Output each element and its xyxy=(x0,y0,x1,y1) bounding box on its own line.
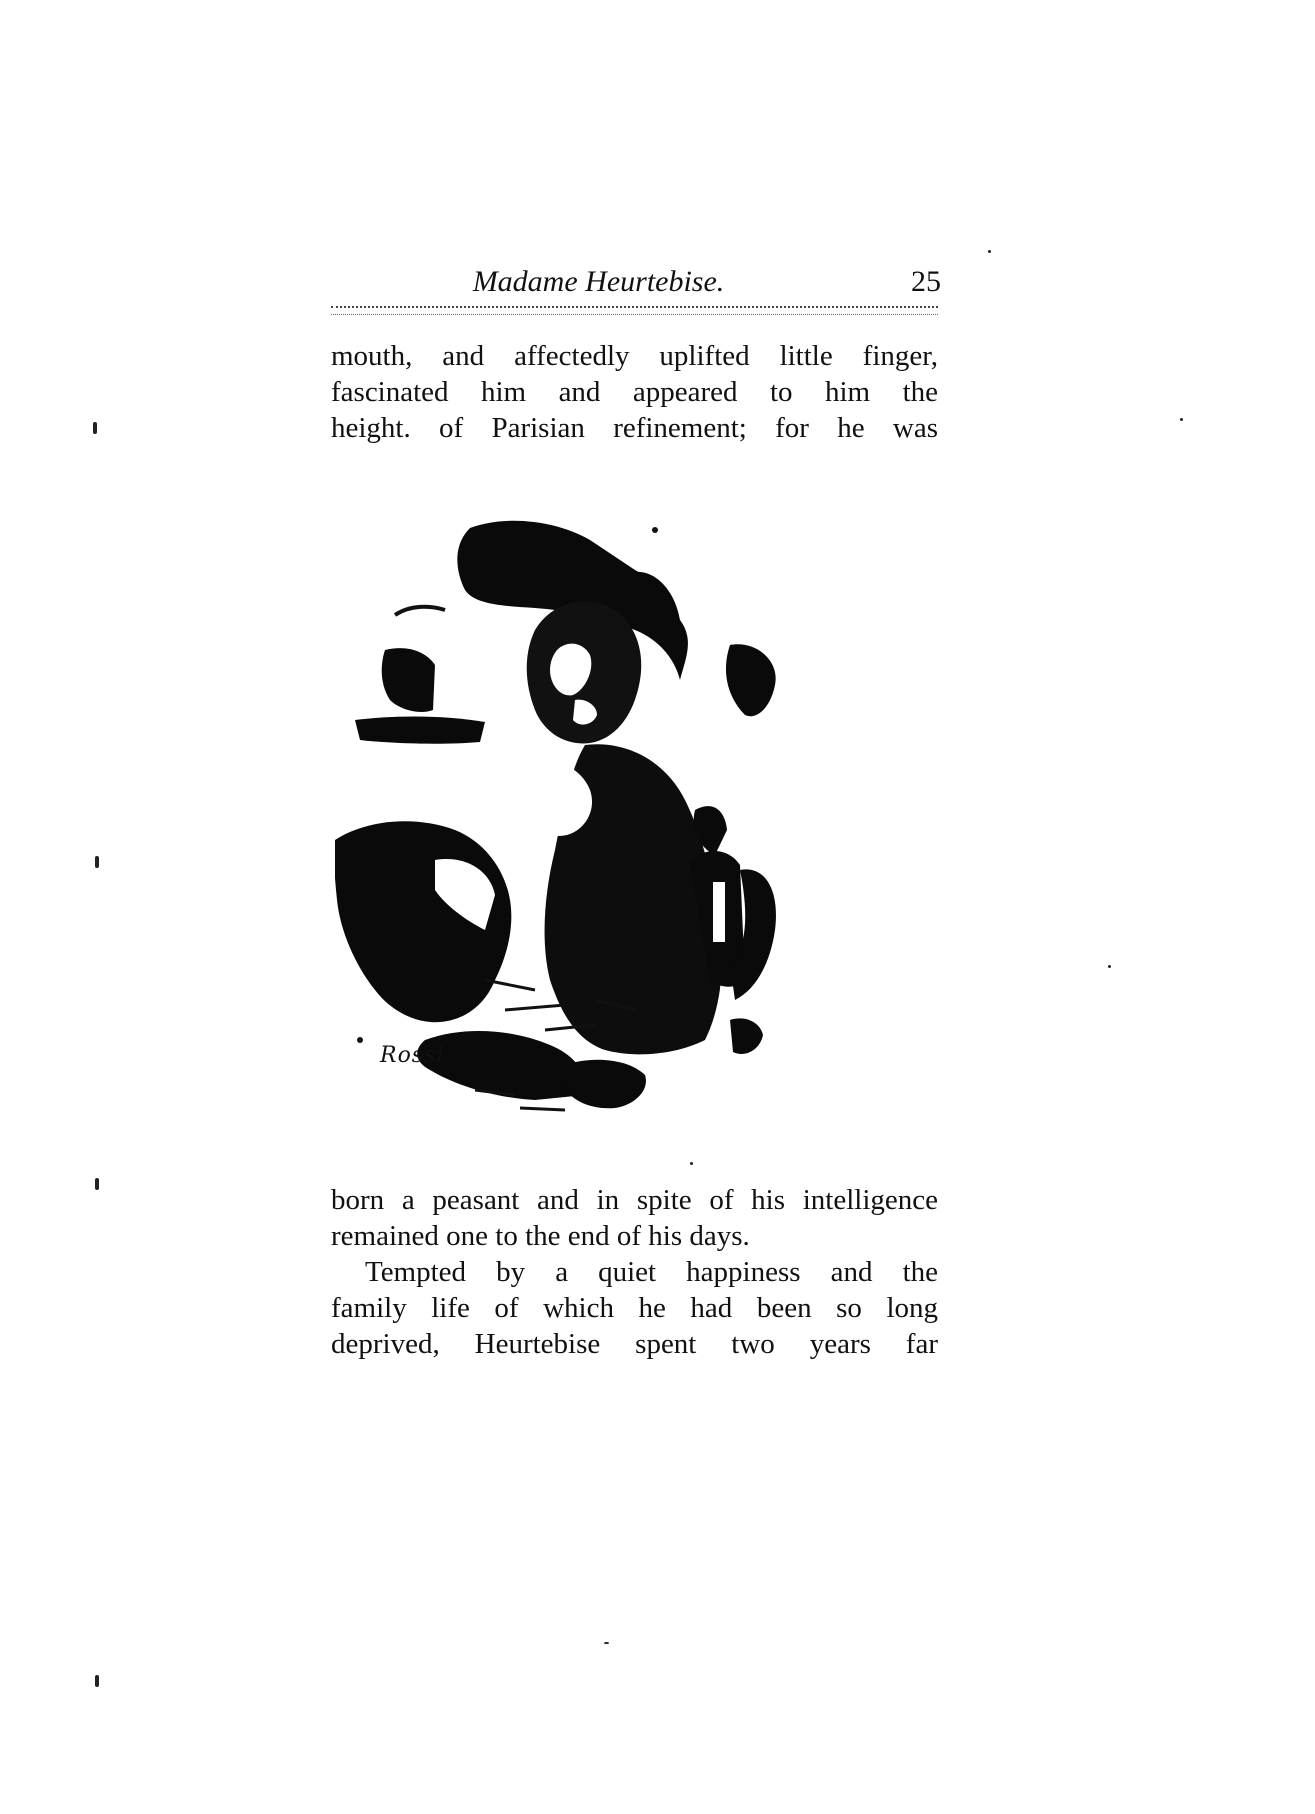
scan-speck xyxy=(604,1642,609,1644)
running-title: Madame Heurtebise. xyxy=(472,265,725,298)
scan-speck xyxy=(95,856,99,868)
page-number: 25 xyxy=(911,265,941,298)
scan-speck xyxy=(93,422,97,434)
text-line: mouth, and affectedly uplifted little finger, xyxy=(331,340,938,372)
scan-speck xyxy=(1180,418,1183,421)
artist-signature: Rossi xyxy=(380,1043,445,1068)
text-block-top xyxy=(331,338,938,446)
text-block-bottom xyxy=(331,1182,938,1362)
scan-speck xyxy=(95,1675,99,1687)
scan-speck xyxy=(690,1162,693,1165)
scan-speck xyxy=(988,250,991,253)
text-line: deprived, Heurtebise spent two years far xyxy=(331,1328,938,1360)
text-line: remained one to the end of his days. xyxy=(331,1220,750,1252)
header-rule xyxy=(331,306,938,315)
text-line: born a peasant and in spite of his intelligence xyxy=(331,1184,938,1216)
running-head xyxy=(331,262,941,302)
scan-speck xyxy=(95,1178,99,1190)
engraving-seated-figure-icon xyxy=(335,510,875,1120)
text-line: height. of Parisian refinement; for he was xyxy=(331,412,938,444)
text-line: Tempted by a quiet happiness and the xyxy=(365,1256,938,1288)
text-line: family life of which he had been so long xyxy=(331,1292,938,1324)
text-line: fascinated him and appeared to him the xyxy=(331,376,938,408)
scan-speck xyxy=(1108,965,1111,968)
